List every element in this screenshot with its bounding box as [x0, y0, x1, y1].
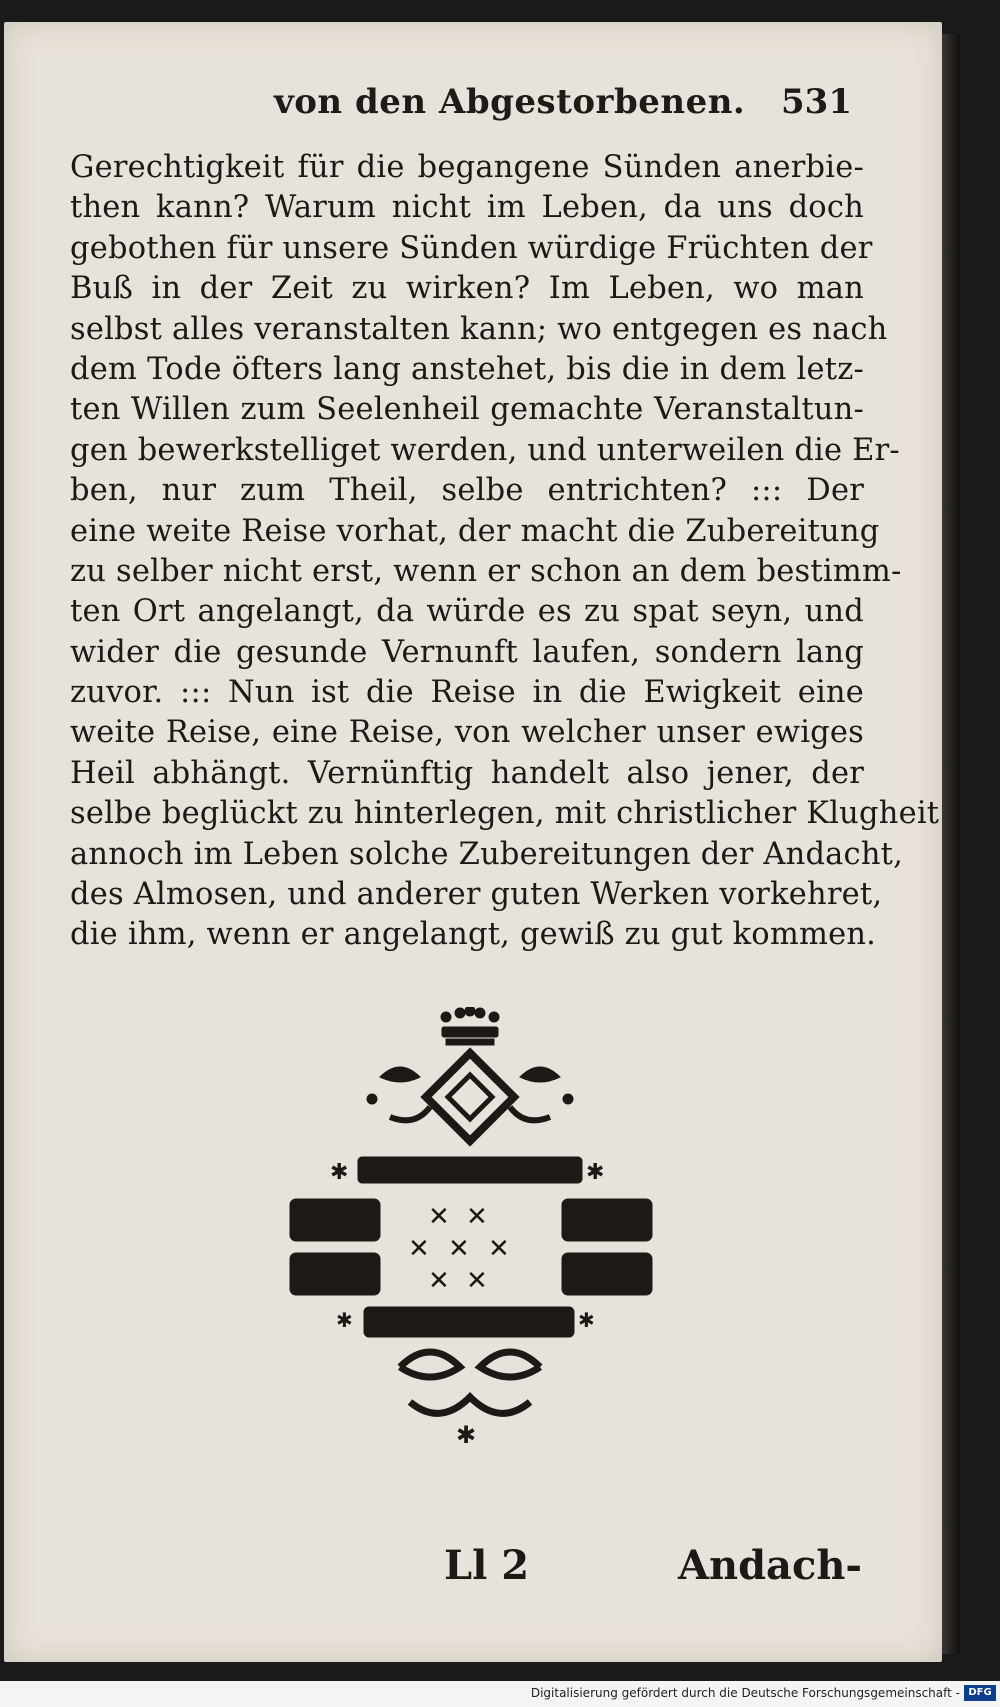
svg-text:✕: ✕: [408, 1234, 430, 1264]
text-line: Buß in der Zeit zu wirken? Im Leben, wo man: [70, 271, 864, 307]
printers-ornament-icon: [280, 1007, 660, 1447]
text-line: die ihm, wenn er angelangt, gewiß zu gut kommen.: [70, 917, 877, 953]
text-line: zu selber nicht erst, wenn er schon an dem bestimm-: [70, 553, 902, 589]
page-edge: [942, 34, 960, 1654]
svg-text:✕: ✕: [488, 1234, 510, 1264]
dfg-logo-icon: DFG: [964, 1685, 996, 1701]
text-line: des Almosen, und anderer guten Werken vorkehret,: [70, 877, 883, 913]
text-line: then kann? Warum nicht im Leben, da uns doch: [70, 190, 864, 226]
catchword: Andach-: [677, 1542, 862, 1589]
text-line: Gerechtigkeit für die begangene Sünden anerbie-: [70, 150, 864, 185]
body-text: [70, 148, 940, 956]
svg-text:✱: ✱: [330, 1160, 349, 1185]
text-line: gebothen für unsere Sünden würdige Früchten der: [70, 230, 873, 266]
book-page: [4, 22, 942, 1662]
svg-text:✕: ✕: [428, 1202, 450, 1232]
ornament-band-icon: [336, 1307, 595, 1337]
svg-text:✱: ✱: [336, 1308, 353, 1332]
svg-text:✕: ✕: [466, 1202, 488, 1232]
medallion-icon: [367, 1053, 573, 1141]
svg-text:✕: ✕: [466, 1266, 488, 1296]
text-line: gen bewerkstelliget werden, und unterweilen die Er-: [70, 432, 900, 468]
text-line: selbst alles veranstalten kann; wo entgegen es nach: [70, 311, 888, 347]
page-header: [64, 66, 862, 126]
text-line: ten Ort angelangt, da würde es zu spat seyn, und: [70, 594, 864, 630]
ornament-band-icon: [330, 1157, 604, 1185]
text-line: weite Reise, eine Reise, von welcher unser ewiges: [70, 715, 864, 751]
text-line: eine weite Reise vorhat, der macht die Zubereitung: [70, 513, 880, 549]
crown-icon: [441, 1007, 499, 1045]
text-line: dem Tode öfters lang anstehet, bis die in dem letz-: [70, 351, 864, 387]
svg-text:✕: ✕: [448, 1234, 470, 1264]
running-head: von den Abgestorbenen.: [274, 82, 746, 122]
svg-text:✱: ✱: [586, 1160, 605, 1185]
star-icon: ✱: [456, 1421, 477, 1447]
text-line: annoch im Leben solche Zubereitungen der Andacht,: [70, 836, 904, 872]
text-line: ben, nur zum Theil, selbe entrichten? ::: Der: [70, 473, 864, 509]
signature-mark: Ll 2: [444, 1542, 530, 1589]
text-line: zuvor. ::: Nun ist die Reise in die Ewigkeit eine: [70, 675, 864, 711]
digitization-credit-bar: [0, 1681, 1000, 1707]
text-line: wider die gesunde Vernunft laufen, sondern lang: [70, 634, 864, 670]
page-number: 531: [781, 82, 852, 122]
scroll-flourish-icon: [400, 1352, 540, 1413]
text-line: Heil abhängt. Vernünftig handelt also jener, der: [70, 755, 864, 791]
svg-text:✕: ✕: [428, 1266, 450, 1296]
credit-text: Digitalisierung gefördert durch die Deutsche Forschungsgemeinschaft -: [530, 1686, 960, 1700]
star-cluster-icon: [408, 1202, 510, 1296]
text-line: ten Willen zum Seelenheil gemachte Veranstaltun-: [70, 392, 864, 428]
text-line: selbe beglückt zu hinterlegen, mit christlicher Klugheit: [70, 796, 940, 832]
svg-text:✱: ✱: [578, 1308, 595, 1332]
